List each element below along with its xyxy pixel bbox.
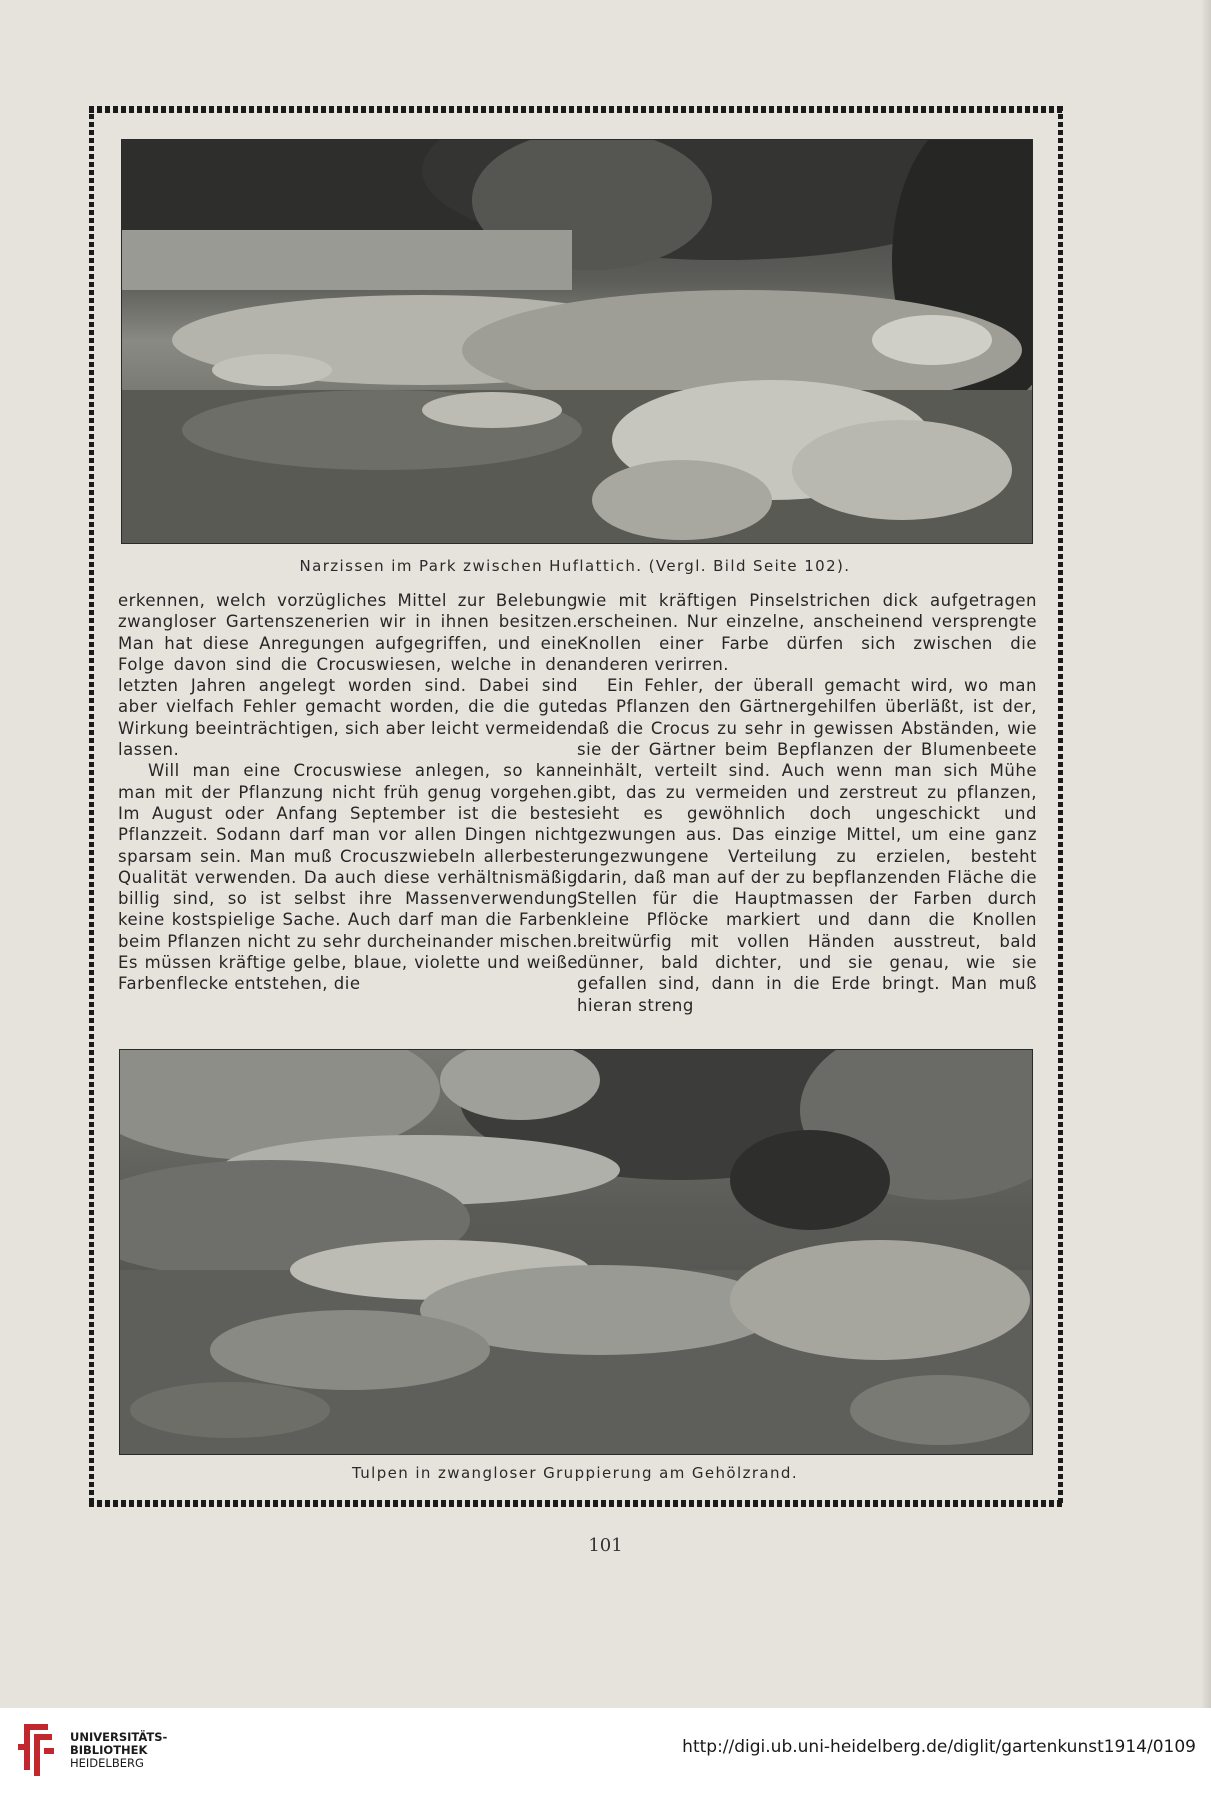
- source-url-link[interactable]: http://digi.ub.uni-heidelberg.de/diglit/gartenkunst1914/0109: [682, 1737, 1196, 1757]
- library-logo-icon: [14, 1720, 58, 1780]
- paragraph: Will man eine Crocuswiese anlegen, so kann man mit der Pflanzung nicht früh genug vorgehen. Im August oder Anfang September ist die beste Pflanzzeit. Sodann darf man vor allen Dingen nicht sparsam sein. Man muß Crocuszwiebeln allerbester Qualität verwenden. Da auch diese verhältnismäßig billig sind, so ist selbst ihre Massenverwendung keine kostspielige Sache. Auch darf man die Farben beim Pflanzen nicht zu sehr durcheinander mischen. Es müssen kräftige gelbe, blaue, violette und weiße Farbenflecke entstehen, die: [118, 761, 578, 994]
- paragraph: wie mit kräftigen Pinselstrichen dick aufgetragen erscheinen. Nur einzelne, anscheinend versprengte Knollen einer Farbe dürfen sich zwischen die anderen verirren.: [577, 591, 1037, 674]
- photo-tulips-illustration: [120, 1050, 1032, 1454]
- photo-narcissus-park: [121, 139, 1033, 544]
- dotted-frame-top: [89, 106, 1063, 113]
- dotted-frame-right: [1058, 106, 1063, 1506]
- library-name-line: UNIVERSITÄTS-: [70, 1730, 168, 1744]
- photo-narcissus-illustration: [122, 140, 1032, 543]
- text-column-right: [577, 590, 1037, 1016]
- photo-caption-top: Narzissen im Park zwischen Huflattich. (Vergl. Bild Seite 102).: [299, 557, 851, 575]
- dotted-frame-left: [89, 106, 94, 1506]
- dotted-frame-bottom: [89, 1500, 1063, 1507]
- photo-caption-bottom: Tulpen in zwangloser Gruppierung am Gehölzrand.: [351, 1464, 799, 1482]
- page-edge-shadow: [1201, 0, 1211, 1708]
- page-number: 101: [588, 1535, 623, 1556]
- library-name-line: HEIDELBERG: [70, 1756, 144, 1770]
- paragraph: Ein Fehler, der überall gemacht wird, wo man das Pflanzen den Gärtnergehilfen überläßt, ist der, daß die Crocus zu sehr in gewissen Abständen, wie sie der Gärtner beim Bepflanzen der Blumenbeete einhält, verteilt sind. Auch wenn man sich Mühe gibt, das zu vermeiden und zerstreut zu pflanzen, sieht es gewöhnlich doch ungeschickt und gezwungen aus. Das einzige Mittel, um eine ganz ungezwungene Verteilung zu erzielen, besteht darin, daß man auf der zu bepflanzenden Fläche die Stellen für die Hauptmassen der Farben durch kleine Pflöcke markiert und dann die Knollen breitwürfig mit vollen Händen ausstreut, bald dünner, bald dichter, und sie genau, wie sie gefallen sind, dann in die Erde bringt. Man muß hieran streng: [577, 676, 1037, 1015]
- text-column-left: [118, 590, 578, 995]
- photo-tulips-woodland: [119, 1049, 1033, 1455]
- library-name-line: BIBLIOTHEK: [70, 1743, 148, 1757]
- paragraph: erkennen, welch vorzügliches Mittel zur Belebung zwangloser Gartenszenerien wir in ihnen besitzen. Man hat diese Anregungen aufgegriffen, und eine Folge davon sind die Crocuswiesen, welche in den letzten Jahren angelegt worden sind. Dabei sind aber vielfach Fehler gemacht worden, die die gute Wirkung beeinträchtigen, sich aber leicht vermeiden lassen.: [118, 591, 578, 760]
- library-name: [70, 1731, 167, 1770]
